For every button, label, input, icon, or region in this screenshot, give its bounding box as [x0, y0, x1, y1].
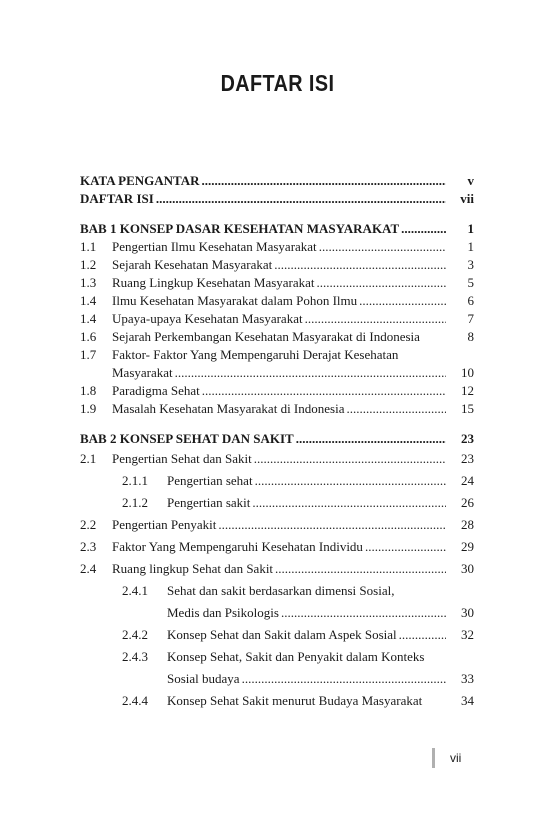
- toc-leader-dots: [272, 256, 446, 274]
- toc-entry: [80, 470, 474, 492]
- toc-entry: [80, 690, 474, 712]
- toc-entry-text: Faktor- Faktor Yang Mempengaruhi Derajat Kesehatan: [112, 347, 399, 362]
- toc-entry-page: 32: [461, 627, 474, 642]
- toc-entry-text: BAB 1 KONSEP DASAR KESEHATAN MASYARAKAT: [80, 221, 400, 236]
- toc-entry: [80, 400, 474, 418]
- toc-entry: [80, 668, 474, 690]
- toc-entry-text: Sosial budaya: [167, 671, 240, 686]
- toc-entry-text: Sejarah Perkembangan Kesehatan Masyarakat di Indonesia: [112, 329, 420, 344]
- toc-leader-dots: [399, 220, 446, 238]
- toc-entry-text: KATA PENGANTAR: [80, 173, 200, 188]
- toc-entry-title: [167, 668, 446, 690]
- toc-entry-number: 2.1.2: [122, 495, 148, 510]
- toc-entry-number: 2.1.1: [122, 473, 148, 488]
- toc-entry-text: Ilmu Kesehatan Masyarakat dalam Pohon Ilmu: [112, 293, 358, 308]
- toc-leader-dots: [200, 172, 446, 190]
- toc-leader-dots: [240, 668, 446, 690]
- toc-entry-text: DAFTAR ISI: [80, 191, 154, 206]
- toc-entry-title: [112, 328, 446, 346]
- toc-entry-title: [167, 580, 474, 602]
- toc-entry-title: [80, 430, 446, 448]
- toc-entry-text: Ruang lingkup Sehat dan Sakit: [112, 561, 274, 576]
- toc-entry-number: 2.2: [80, 517, 97, 532]
- toc-entry-page: 8: [467, 329, 474, 344]
- toc-entry-text: Konsep Sehat dan Sakit dalam Aspek Sosial: [167, 627, 397, 642]
- toc-entry-title: [112, 448, 446, 470]
- toc-entry-page: 28: [461, 517, 474, 532]
- toc-entry-page: 7: [467, 311, 474, 326]
- toc-entry-number: 2.4.3: [122, 649, 148, 664]
- toc-entry-text: Ruang Lingkup Kesehatan Masyarakat: [112, 275, 315, 290]
- toc-entry-text: Konsep Sehat Sakit menurut Budaya Masyarakat: [167, 693, 423, 708]
- toc-entry-page: 24: [461, 473, 474, 488]
- toc-entry: [80, 448, 474, 470]
- toc-entry: [80, 382, 474, 400]
- toc-entry-title: [112, 536, 446, 558]
- toc-entry-page: 26: [461, 495, 474, 510]
- toc-entry-title: [80, 190, 446, 208]
- toc-entry-page: 12: [461, 383, 474, 398]
- toc-entry-page: 29: [461, 539, 474, 554]
- toc-entry-text: Pengertian Sehat dan Sakit: [112, 451, 252, 466]
- toc-entry-number: 2.4: [80, 561, 97, 576]
- toc-entry-text: Masalah Kesehatan Masyarakat di Indonesia: [112, 401, 345, 416]
- toc-entry-page: 30: [461, 605, 474, 620]
- toc-entry-number: 1.8: [80, 383, 97, 398]
- toc-entry: [80, 220, 474, 238]
- toc-leader-dots: [216, 514, 446, 536]
- toc-leader-dots: [363, 536, 446, 558]
- toc-entry-title: [167, 492, 446, 514]
- toc-entry: [80, 190, 474, 208]
- toc-leader-dots: [397, 624, 446, 646]
- toc-entry: [80, 364, 474, 382]
- toc-entry-number: 1.6: [80, 329, 97, 344]
- toc-entry-page: 15: [461, 401, 474, 416]
- toc-entry-page: 30: [461, 561, 474, 576]
- toc-entry-title: [167, 690, 446, 712]
- toc-entry-title: [167, 602, 446, 624]
- toc-leader-dots: [344, 400, 446, 418]
- toc-entry-text: BAB 2 KONSEP SEHAT DAN SAKIT: [80, 431, 294, 446]
- toc-entry: [80, 238, 474, 256]
- toc-entry-number: 1.3: [80, 275, 97, 290]
- toc-leader-dots: [273, 558, 446, 580]
- toc-entry-page: vii: [460, 191, 474, 206]
- toc-entry: [80, 310, 474, 328]
- toc-entry-number: 1.4: [80, 311, 97, 326]
- toc-entry-title: [112, 292, 446, 310]
- toc-entry-number: 2.4.1: [122, 583, 148, 598]
- toc-entry-text: Masyarakat: [112, 365, 173, 380]
- toc-entry-text: Medis dan Psikologis: [167, 605, 279, 620]
- toc-entry-title: [112, 558, 446, 580]
- toc-entry-title: [167, 470, 446, 492]
- toc-leader-dots: [315, 274, 446, 292]
- toc-entry-title: [112, 364, 446, 382]
- toc-leader-dots: [252, 448, 446, 470]
- toc-entry-number: 1.2: [80, 257, 97, 272]
- toc-leader-dots: [154, 190, 446, 208]
- toc-entry-title: [112, 514, 446, 536]
- toc-entry: [80, 536, 474, 558]
- toc-entry-title: [112, 274, 446, 292]
- toc-entry-text: Pengertian sakit: [167, 495, 251, 510]
- toc-entry-text: Upaya-upaya Kesehatan Masyarakat: [112, 311, 303, 326]
- toc-leader-dots: [317, 238, 446, 256]
- toc-entry-text: Konsep Sehat, Sakit dan Penyakit dalam Konteks: [167, 649, 425, 664]
- toc-entry-title: [112, 256, 446, 274]
- toc-entry-title: [112, 310, 446, 328]
- footer-page-number: vii: [450, 751, 462, 765]
- toc-leader-dots: [200, 382, 446, 400]
- toc-leader-dots: [250, 492, 446, 514]
- page-title: DAFTAR ISI: [220, 70, 335, 96]
- toc-entry: [80, 274, 474, 292]
- toc-entry: [80, 492, 474, 514]
- toc-entry-title: [80, 220, 446, 238]
- toc-entry: [80, 602, 474, 624]
- toc-entry-title: [112, 382, 446, 400]
- toc-entry-page: 23: [461, 451, 474, 466]
- toc-entry: [80, 646, 474, 668]
- toc-entry-text: Pengertian sehat: [167, 473, 253, 488]
- toc-entry-text: Pengertian Penyakit: [112, 517, 217, 532]
- toc-entry-text: Sejarah Kesehatan Masyarakat: [112, 257, 273, 272]
- toc-entry-number: 2.4.2: [122, 627, 148, 642]
- toc-entry-page: 3: [467, 257, 474, 272]
- toc-entry: [80, 558, 474, 580]
- toc-entry: [80, 292, 474, 310]
- toc-entry-number: 1.9: [80, 401, 97, 416]
- toc-leader-dots: [253, 470, 446, 492]
- toc-entry-text: Paradigma Sehat: [112, 383, 200, 398]
- toc-entry-title: [112, 400, 446, 418]
- toc-entry-page: 1: [467, 221, 474, 236]
- toc-entry-title: [112, 346, 474, 364]
- toc-entry: [80, 256, 474, 274]
- toc-entry: [80, 346, 474, 364]
- toc-entry-page: v: [467, 173, 474, 188]
- toc-entry-page: 10: [461, 365, 474, 380]
- toc-entry: [80, 328, 474, 346]
- toc-entry-number: 1.7: [80, 347, 97, 362]
- footer-divider: [432, 748, 435, 768]
- toc-entry: [80, 514, 474, 536]
- toc-entry-text: Pengertian Ilmu Kesehatan Masyarakat: [112, 239, 317, 254]
- toc-entry: [80, 580, 474, 602]
- toc-entry-title: [80, 172, 446, 190]
- toc-entry-title: [167, 624, 446, 646]
- toc-entry: [80, 172, 474, 190]
- toc-entry-text: Sehat dan sakit berdasarkan dimensi Sosial,: [167, 583, 395, 598]
- toc-entry-page: 5: [467, 275, 474, 290]
- toc-entry-number: 2.1: [80, 451, 97, 466]
- toc-entry-title: [112, 238, 446, 256]
- toc-leader-dots: [303, 310, 446, 328]
- toc-entry-title: [167, 646, 474, 668]
- toc-leader-dots: [294, 430, 446, 448]
- toc-entry-page: 23: [461, 431, 474, 446]
- toc-entry-page: 34: [461, 693, 474, 708]
- toc-entry-number: 1.4: [80, 293, 97, 308]
- toc-entry: [80, 430, 474, 448]
- toc-entry: [80, 624, 474, 646]
- toc-entry-page: 33: [461, 671, 474, 686]
- toc-leader-dots: [357, 292, 446, 310]
- toc-entry-number: 2.3: [80, 539, 97, 554]
- toc-leader-dots: [173, 364, 446, 382]
- toc-entry-page: 6: [467, 293, 474, 308]
- toc-entry-number: 1.1: [80, 239, 97, 254]
- toc-leader-dots: [279, 602, 446, 624]
- table-of-contents: [80, 172, 474, 712]
- toc-entry-text: Faktor Yang Mempengaruhi Kesehatan Individu: [112, 539, 363, 554]
- toc-entry-number: 2.4.4: [122, 693, 148, 708]
- toc-entry-page: 1: [467, 239, 474, 254]
